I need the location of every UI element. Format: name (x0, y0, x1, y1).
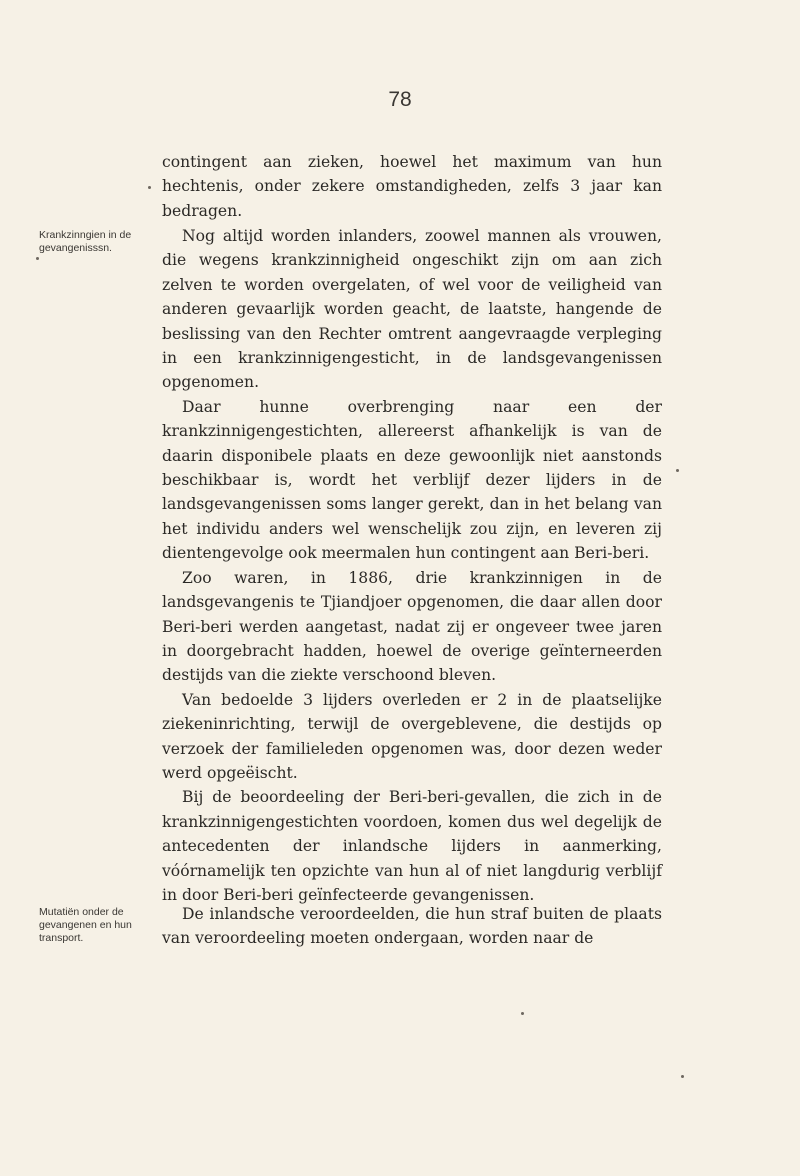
paragraph: contingent aan zieken, hoewel het maximum van hun hechtenis, onder zekere omstandigheden, zelfs 3 jaar kan bedragen. (162, 153, 662, 220)
paragraph: Zoo waren, in 1886, drie krankzinnigen in de landsgevangenis te Tjiandjoer opgenomen, die daar allen door Beri-beri werden aangetast, nadat zij er ongeveer twee jaren in doorgebracht hadden, hoewel de overige geïnterneerden destijds van die ziekte verschoond bleven. (162, 568, 662, 685)
ink-speck (681, 1075, 684, 1078)
ink-speck (36, 257, 39, 260)
margin-note-krankzinnigen: Krankzinngien in de gevangenisssn. (39, 229, 132, 254)
paragraph: Bij de beoordeeling der Beri-beri-gevallen, die zich in de krankzinnigengestichten voordoen, komen dus wel degelijk de antecedenten der inlandsche lijders in aanmerking, vóórnamelijk ten opzichte van hun al of niet langdurig verblijf in door Beri-beri geïnfecteerde gevangenissen. (162, 788, 662, 904)
paragraph: Daar hunne overbrenging naar een der krankzinnigengestichten, allereerst afhankelijk is van de daarin disponibele plaats en deze gewoonlijk niet aanstonds beschikbaar is, wordt het verblijf dezer lijders in de landsgevangenissen soms langer gerekt, dan in het belang van het individu anders wel wenschelijk zou zijn, en leveren zij dientengevolge ook meermalen hun contingent aan Beri-beri. (162, 397, 662, 563)
page-number: 78 (388, 88, 412, 111)
paragraph: Van bedoelde 3 lijders overleden er 2 in de plaatselijke ziekeninrichting, terwijl de overgeblevene, die destijds op verzoek der familieleden opgenomen was, door dezen weder werd opgeëischt. (162, 690, 662, 782)
ink-speck (521, 1012, 524, 1015)
paragraph: Nog altijd worden inlanders, zoowel mannen als vrouwen, die wegens krankzinnigheid ongeschikt zijn om aan zich zelven te worden overgelaten, of wel voor de veiligheid van anderen gevaarlijk worden geacht, de laatste, hangende de beslissing van den Rechter omtrent aangevraagde verpleging in een krankzinnigengesticht, in de landsgevangenissen opgenomen. (162, 227, 662, 392)
ink-speck (148, 186, 151, 189)
text-block-mutatien (162, 902, 662, 951)
text-block-opening (162, 150, 662, 223)
ink-speck (676, 469, 679, 472)
margin-note-mutatien: Mutatiën onder de gevangenen en hun transport. (39, 906, 132, 944)
text-block-krankzinnigen (162, 224, 662, 907)
paragraph: De inlandsche veroordeelden, die hun straf buiten de plaats van veroordeeling moeten ondergaan, worden naar de (162, 905, 662, 948)
